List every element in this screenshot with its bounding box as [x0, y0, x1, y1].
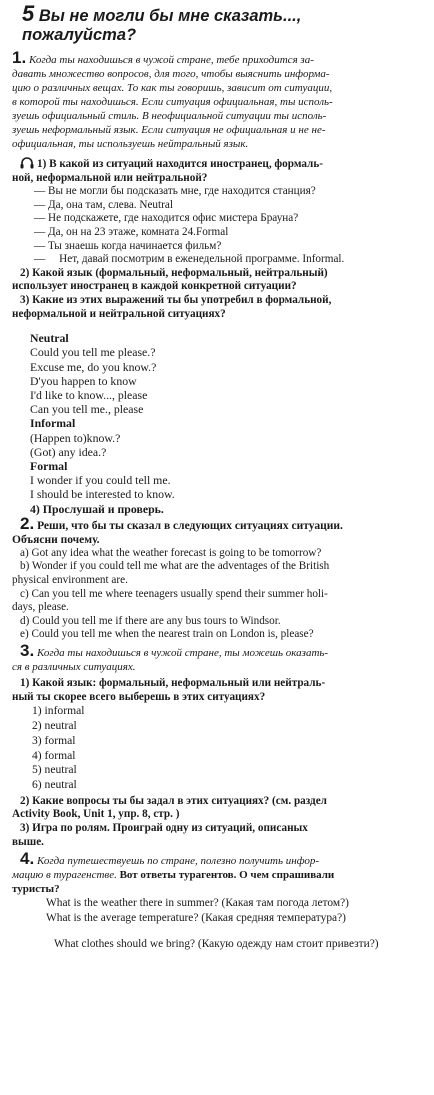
task1-intro-line: в которой ты находишься. Если ситуация официальная, ты исполь- [12, 96, 333, 108]
task3-intro-line1: Когда ты находишься в чужой стране, ты можешь оказать- [36, 646, 329, 659]
dialogue-line: — Не подскажете, где находится офис мистера Брауна? [34, 212, 299, 225]
task1-q3-line1: 3) Какие из этих выражений ты бы употребил в формальной, [20, 293, 332, 306]
task2-instruction-line1: Реши, что бы ты сказал в следующих ситуациях ситуации. [37, 519, 343, 532]
task3-q2-line2: Activity Book, Unit 1, упр. 8, стр. ) [12, 808, 180, 821]
tourist-question: What is the weather there in summer? (Какая там погода летом?) [46, 897, 349, 910]
task2-instruction-line2: Объясни почему. [12, 533, 100, 546]
task4-intro-italic-line1: Когда путешествуешь по стране, полезно получить инфор- [36, 855, 320, 868]
tourist-question-last: What clothes should we bring? (Какую одежду нам стоит привезти?) [54, 938, 379, 951]
task3-q1-line2: ный ты скорее всего выберешь в этих ситуациях? [12, 690, 266, 703]
task2-instruction [12, 513, 424, 533]
task3-answer: 1) informal [32, 704, 85, 718]
task2-item: b) Wonder if you could tell me what are the adventages of the British [20, 560, 330, 573]
task1-q1-line2: ной, неформальной или нейтральной? [12, 171, 208, 184]
task2-item: a) Got any idea what the weather forecast is going to be tomorrow? [20, 546, 322, 559]
informal-heading: Informal [30, 416, 76, 431]
task1-q3-line2: неформальной и нейтральной ситуациях? [12, 307, 226, 320]
neutral-phrase: Could you tell me please.? [30, 345, 156, 360]
task3-q3-line2: выше. [12, 835, 44, 848]
task3-number: 3. [20, 640, 35, 660]
task1-intro-line: зуешь неформальный язык. Если ситуация не официальная и не не- [12, 124, 326, 136]
dialogue-line: — Да, он на 23 этаже, комната 24.Formal [34, 225, 229, 238]
lesson-number: 5 [22, 1, 35, 26]
task2-item-cont: days, please. [12, 601, 69, 614]
task2-item: d) Could you tell me if there are any bus tours to Windsor. [20, 614, 281, 627]
neutral-phrase: Can you tell me., please [30, 402, 144, 417]
task2-item: c) Can you tell me where teenagers usually spend their summer holi- [20, 587, 328, 600]
task1-number: 1. [12, 48, 27, 67]
tourist-question: What is the average temperature? (Какая средняя температура?) [46, 911, 346, 924]
dialogue-line: — Нет, давай посмотрим в еженедельной программе. Informal. [34, 253, 345, 266]
task4-intro-bold-line2: Вот ответы турагентов. О чем спрашивали [116, 869, 335, 882]
task1-q1-line1: 1) В какой из ситуаций находится иностранец, формаль- [37, 158, 323, 170]
task3-answer: 2) neutral [32, 718, 77, 732]
informal-phrase: (Got) any idea.? [30, 444, 107, 459]
task2-number: 2. [20, 513, 35, 533]
task3-q2-line1: 2) Какие вопросы ты бы задал в этих ситуациях? (см. раздел [20, 794, 327, 807]
formal-phrase: I should be interested to know. [30, 487, 175, 502]
informal-phrase: (Happen to)know.? [30, 430, 121, 445]
task1-intro-line: Когда ты находишься в чужой стране, тебе приходится за- [28, 54, 314, 66]
lesson-title [22, 1, 424, 45]
task3-answer: 5) neutral [32, 763, 77, 777]
neutral-phrase: D'you happen to know [30, 373, 137, 388]
task3-q3-line1: 3) Игра по ролям. Проиграй одну из ситуаций, описаных [20, 822, 308, 835]
lesson-title-line2: пожалуйста? [22, 26, 137, 44]
task3-q1-line1: 1) Какой язык: формальный, неформальный или нейтраль- [20, 676, 326, 689]
neutral-phrase: I'd like to know..., please [30, 387, 148, 402]
neutral-heading: Neutral [30, 331, 69, 346]
dialogue-line: — Вы не могли бы подсказать мне, где находится станция? [34, 185, 316, 198]
task1-intro-line: давать множество вопросов, для того, чтобы выяснить информа- [12, 68, 330, 80]
task1-intro [12, 48, 424, 151]
task3-answer: 3) formal [32, 733, 76, 747]
dialogue-line: — Да, она там, слева. Neutral [34, 198, 173, 211]
task1-intro-line: официальная, ты используешь нейтральный язык. [12, 138, 249, 150]
task4-intro-italic-line2: мацию в турагенстве. [12, 869, 117, 882]
headphones-icon [20, 157, 34, 169]
task1-question1 [12, 157, 424, 172]
task3-intro-line2: ся в различных ситуациях. [12, 660, 136, 673]
task4-intro-line2 [12, 868, 424, 882]
task4-number: 4. [20, 849, 35, 869]
task1-q2-line2: использует иностранец в каждой конкретной ситуации? [12, 280, 297, 293]
task4-intro-bold-line3: туристы? [12, 883, 60, 896]
task1-intro-line: цию о различных вещах. То как ты говоришь, зависит от ситуации, [12, 82, 333, 94]
task2-item: e) Could you tell me when the nearest train on London is, please? [20, 628, 314, 641]
task3-answer: 4) formal [32, 748, 76, 762]
task3-answer: 6) neutral [32, 778, 77, 792]
lesson-title-line1: Вы не могли бы мне сказать..., [38, 7, 302, 25]
task2-item-cont: physical environment are. [12, 573, 128, 586]
task1-intro-line: зуешь официальный стиль. В неофициальной ситуации ты исполь- [12, 110, 327, 122]
task4-intro [12, 849, 424, 869]
formal-phrase: I wonder if you could tell me. [30, 473, 171, 488]
dialogue-line: — Ты знаешь когда начинается фильм? [34, 239, 222, 252]
neutral-phrase: Excuse me, do you know.? [30, 359, 157, 374]
task1-q2-line1: 2) Какой язык (формальный, неформальный, нейтральный) [20, 266, 328, 279]
task1-question4: 4) Прослушай и проверь. [30, 501, 164, 516]
formal-heading: Formal [30, 458, 68, 473]
task3-intro [12, 640, 424, 660]
